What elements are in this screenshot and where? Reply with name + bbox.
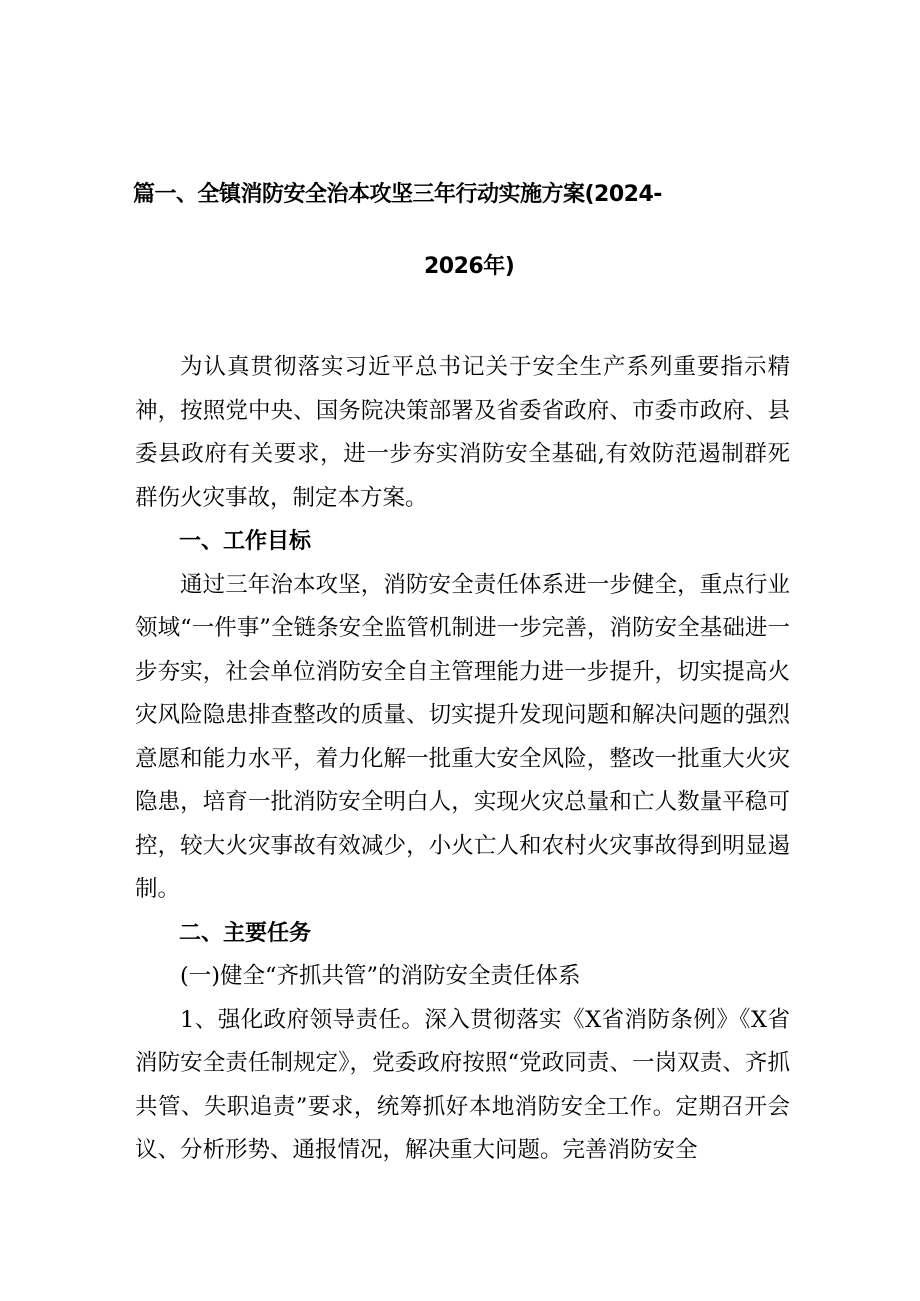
item-1-paragraph: 1、强化政府领导责任。深入贯彻落实《X省消防条例》《X省消防安全责任制规定》，党委政府按照“党政同责、一岗双责、齐抓共管、失职追责”要求，统筹抓好本地消防安全工作。定期召开会议、分析形势、通报情况，解决重大问题。完善消防安全 (135, 1006, 790, 1163)
section-heading-tasks: 二、主要任务 (179, 920, 312, 946)
section-heading-goals: 一、工作目标 (179, 529, 312, 554)
subsection-heading-responsibility: (一)健全“齐抓共管”的消防安全责任体系 (180, 963, 581, 989)
intro-paragraph: 为认真贯彻落实习近平总书记关于安全生产系列重要指示精神，按照党中央、国务院决策部署及省委省政府、市委市政府、县委县政府有关要求，进一步夯实消防安全基础,有效防范遏制群死群伤火灾事故，制定本方案。 (135, 354, 790, 511)
document-title-line-2: 2026年) (424, 254, 515, 279)
document-body (135, 346, 790, 1173)
goals-paragraph: 通过三年治本攻坚，消防安全责任体系进一步健全，重点行业领域“一件事”全链条安全监管机制进一步完善，消防安全基础进一步夯实，社会单位消防安全自主管理能力进一步提升，切实提高火灾风险隐患排查整改的质量、切实提升发现问题和解决问题的强烈意愿和能力水平，着力化解一批重大安全风险，整改一批重大火灾隐患，培育一批消防安全明白人，实现火灾总量和亡人数量平稳可控，较大火灾事故有效减少，小火亡人和农村火灾事故得到明显遏制。 (135, 571, 790, 902)
document-title-line-1: 篇一、全镇消防安全治本攻坚三年行动实施方案(2024- (133, 182, 662, 207)
